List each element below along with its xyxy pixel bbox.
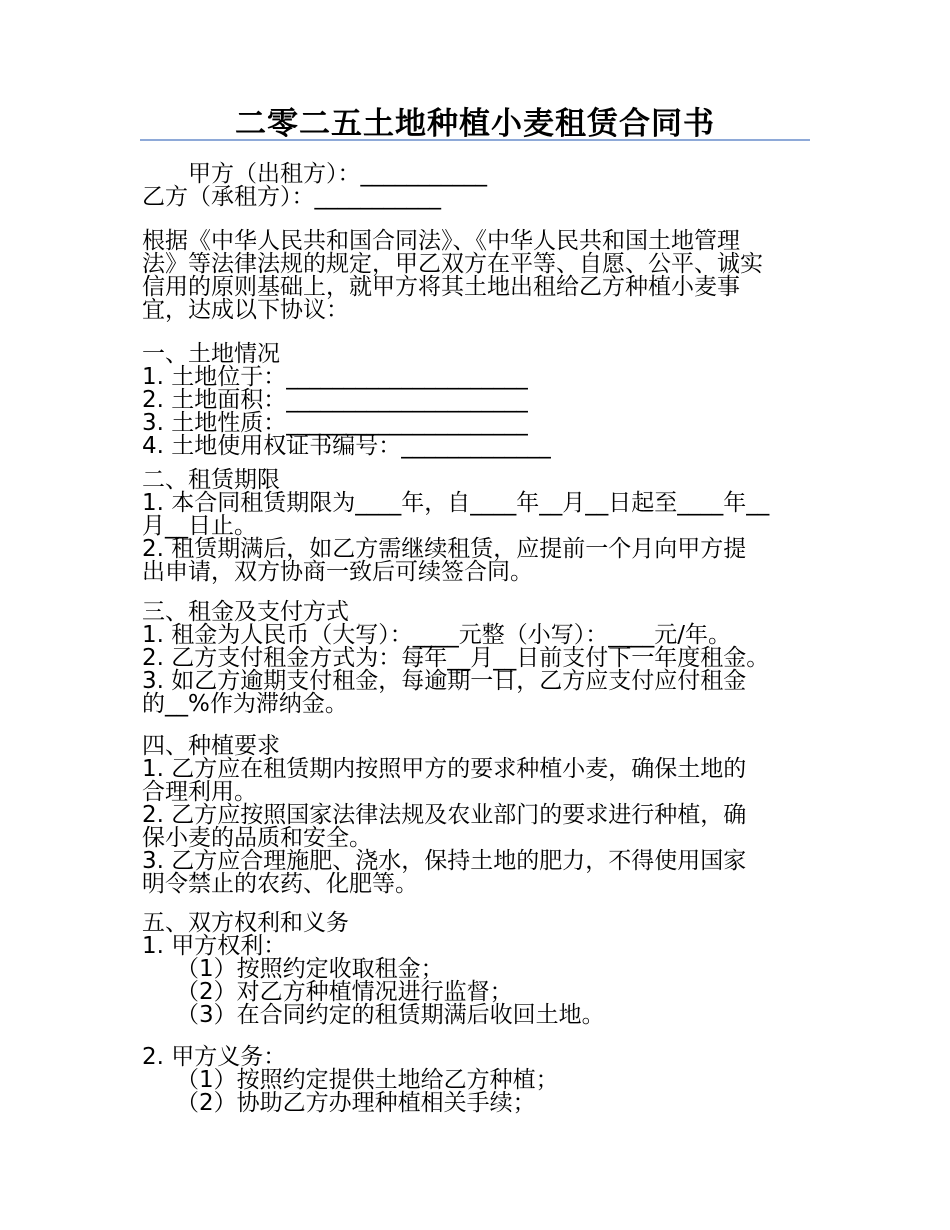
- document-title: 二零二五土地种植小麦租赁合同书: [235, 106, 715, 142]
- clause-line: 2. 租赁期满后，如乙方需继续租赁，应提前一个月向甲方提: [142, 536, 747, 562]
- clause-line: 2. 乙方支付租金方式为：每年__月__日前支付下一年度租金。: [142, 645, 770, 671]
- title-underline: [140, 139, 810, 141]
- clause-line: 月__日止。: [142, 513, 257, 539]
- clause-line: 保小麦的品质和安全。: [142, 825, 372, 851]
- clause-line: 的__%作为滞纳金。: [142, 691, 348, 717]
- clause-line: 2. 乙方应按照国家法律法规及农业部门的要求进行种植，确: [142, 802, 747, 828]
- clause-subitem: （3）在合同约定的租赁期满后收回土地。: [176, 1002, 605, 1028]
- preamble-line: 宜，达成以下协议：: [142, 297, 349, 323]
- section-heading: 二、租赁期限: [142, 467, 280, 493]
- preamble-line: 信用的原则基础上，就甲方将其土地出租给乙方种植小麦事: [142, 274, 740, 300]
- clause-line: 3. 乙方应合理施肥、浇水，保持土地的肥力，不得使用国家: [142, 848, 747, 874]
- clause-subitem: （2）对乙方种植情况进行监督；: [176, 979, 513, 1005]
- clause-line: 2. 土地面积：_____________________: [142, 387, 528, 413]
- preamble-line: 根据《中华人民共和国合同法》、《中华人民共和国土地管理: [142, 228, 740, 254]
- party-b-line: 乙方（承租方）：___________: [142, 184, 441, 210]
- section-heading: 一、土地情况: [142, 341, 280, 367]
- clause-line: 出申请，双方协商一致后可续签合同。: [142, 559, 533, 585]
- clause-line: 4. 土地使用权证书编号：_____________: [142, 433, 551, 459]
- clause-line: 2. 甲方义务：: [142, 1044, 287, 1070]
- clause-line: 1. 乙方应在租赁期内按照甲方的要求种植小麦，确保土地的: [142, 756, 747, 782]
- clause-line: 3. 如乙方逾期支付租金，每逾期一日，乙方应支付应付租金: [142, 668, 747, 694]
- clause-line: 1. 甲方权利：: [142, 933, 287, 959]
- clause-subitem: （2）协助乙方办理种植相关手续；: [176, 1090, 536, 1116]
- clause-line: 1. 土地位于：_____________________: [142, 364, 528, 390]
- clause-line: 明令禁止的农药、化肥等。: [142, 871, 418, 897]
- section-heading: 五、双方权利和义务: [142, 910, 349, 936]
- preamble-line: 法》等法律法规的规定，甲乙双方在平等、自愿、公平、诚实: [142, 251, 763, 277]
- clause-line: 1. 租金为人民币（大写）：____元整（小写）：____元/年。: [142, 622, 732, 648]
- section-heading: 四、种植要求: [142, 733, 280, 759]
- clause-line: 1. 本合同租赁期限为____年，自____年__月__日起至____年__: [142, 490, 770, 516]
- clause-subitem: （1）按照约定收取租金；: [176, 956, 444, 982]
- section-heading: 三、租金及支付方式: [142, 599, 349, 625]
- clause-line: 合理利用。: [142, 779, 257, 805]
- clause-line: 3. 土地性质：_____________________: [142, 410, 528, 436]
- party-a-line: 甲方（出租方）：___________: [188, 161, 487, 187]
- clause-subitem: （1）按照约定提供土地给乙方种植；: [176, 1067, 559, 1093]
